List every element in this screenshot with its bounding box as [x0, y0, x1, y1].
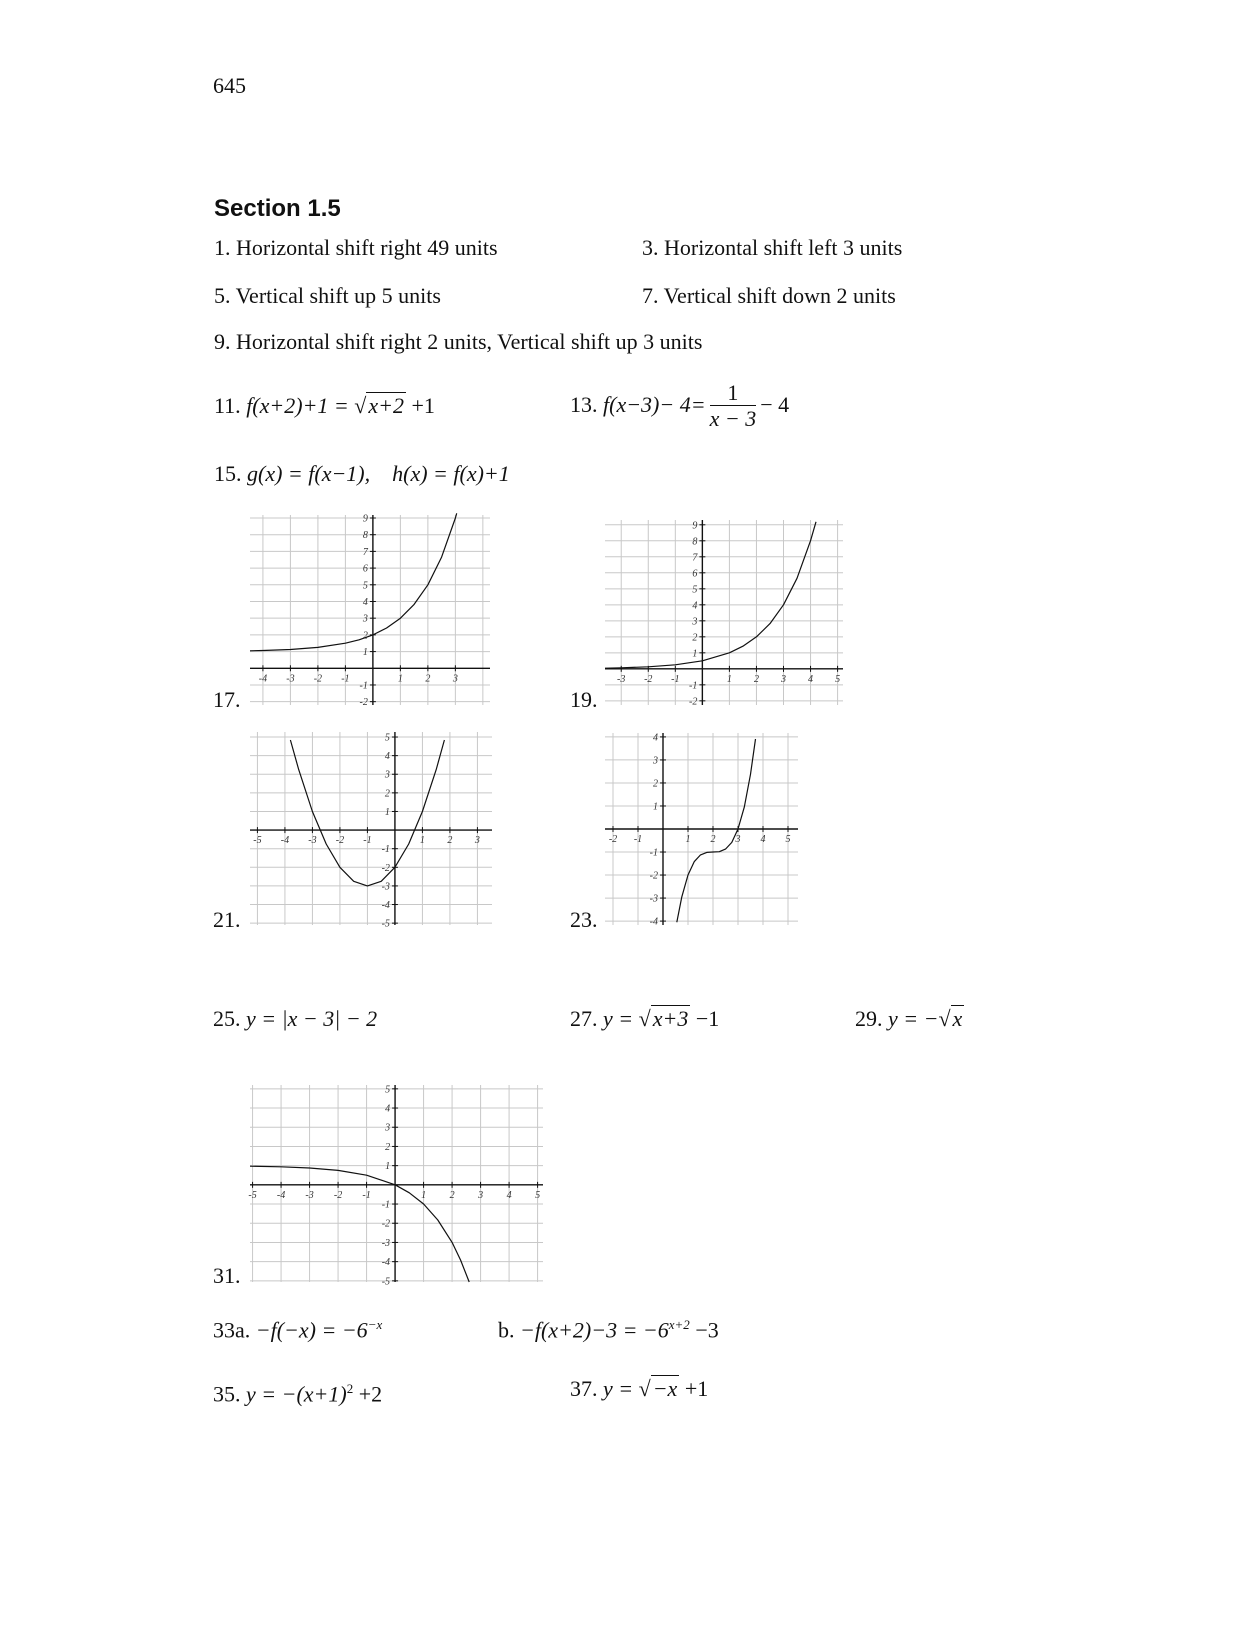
y-tick-label: 3: [653, 755, 658, 767]
y-tick-label: 5: [384, 732, 390, 744]
function-curve: [250, 513, 457, 651]
graph-31: [248, 1084, 543, 1288]
y-tick-label: 2: [692, 632, 698, 644]
x-tick-label: 2: [425, 673, 431, 685]
answer-3: 3. Horizontal shift left 3 units: [642, 235, 903, 260]
x-tick-label: -2: [608, 834, 618, 845]
y-tick-label: 5: [362, 580, 368, 592]
x-tick-label: -3: [305, 1189, 314, 1201]
y-tick-label: 5: [385, 1084, 391, 1096]
x-tick-label: 1: [685, 834, 691, 845]
y-tick-label: 1: [692, 648, 698, 660]
x-tick-label: -4: [276, 1189, 286, 1201]
x-tick-label: -3: [617, 673, 626, 685]
y-tick-label: 4: [362, 596, 368, 608]
x-tick-label: -1: [363, 835, 372, 847]
x-tick-label: -1: [362, 1189, 371, 1201]
answer-15: 15. g(x) = f(x−1), h(x) = f(x)+1: [214, 461, 510, 486]
section-title: Section 1.5: [214, 195, 341, 222]
answer-11: 11. f(x+2)+1 = √x+2 +1: [214, 393, 435, 418]
y-tick-label: 3: [362, 613, 368, 625]
y-tick-label: 5: [692, 584, 698, 596]
y-tick-label: -1: [649, 847, 658, 859]
function-curve: [605, 522, 816, 668]
y-tick-label: -2: [381, 1218, 391, 1230]
x-tick-label: 1: [726, 673, 732, 685]
x-tick-label: 5: [835, 673, 841, 685]
y-tick-label: -1: [689, 680, 698, 692]
y-tick-label: -2: [649, 870, 658, 882]
x-tick-label: -2: [333, 1189, 343, 1201]
x-tick-label: -3: [308, 835, 317, 847]
y-tick-label: 4: [692, 600, 698, 612]
y-tick-label: 7: [692, 552, 698, 564]
y-tick-label: 4: [385, 1103, 391, 1115]
y-tick-label: 3: [385, 1122, 391, 1134]
x-tick-label: -5: [253, 835, 262, 847]
y-tick-label: -3: [381, 881, 390, 893]
y-tick-label: 6: [362, 563, 368, 575]
answer-33b: b. $-f(x+2)-3 = -6^{x+2} -3$: [498, 1317, 719, 1343]
x-tick-label: 3: [452, 673, 458, 685]
function-curve: [677, 739, 756, 922]
y-tick-label: 2: [384, 788, 390, 800]
x-tick-label: 3: [735, 834, 741, 845]
y-tick-label: 2: [385, 1141, 391, 1153]
y-tick-label: 8: [692, 536, 698, 548]
answer-29: 29. y = −√x: [855, 1006, 963, 1031]
answer-37: 37. y = √−x +1: [570, 1376, 709, 1401]
y-tick-label: -5: [381, 918, 390, 930]
y-tick-label: 8: [362, 530, 368, 542]
y-tick-label: -3: [649, 893, 658, 905]
y-tick-label: 4: [384, 751, 390, 763]
x-tick-label: 2: [447, 835, 453, 847]
x-tick-label: 2: [753, 673, 759, 685]
x-tick-label: -1: [671, 673, 680, 685]
y-tick-label: 2: [653, 778, 658, 790]
y-tick-label: -1: [381, 844, 390, 856]
answer-5: 5. Vertical shift up 5 units: [214, 283, 441, 308]
page-number: 645: [213, 73, 246, 98]
answer-25: 25. y = |x − 3| − 2: [213, 1006, 378, 1031]
x-tick-label: 4: [506, 1189, 512, 1201]
y-tick-label: 4: [653, 732, 658, 744]
answer-31-label: 31.: [213, 1263, 241, 1288]
y-tick-label: -4: [381, 900, 390, 912]
y-tick-label: -3: [381, 1237, 391, 1249]
answer-13: 13. f(x−3)− 4= $\frac{1}{x - 3}$ − 4: [570, 380, 790, 432]
answer-9: 9. Horizontal shift right 2 units, Vertical shift up 3 units: [214, 329, 703, 354]
y-tick-label: -2: [381, 862, 390, 874]
y-tick-label: -5: [381, 1276, 391, 1288]
y-tick-label: -2: [359, 697, 368, 709]
x-tick-label: -3: [286, 673, 295, 685]
answer-35: 35. $y = -(x+1)^2 +2$: [213, 1381, 383, 1407]
y-tick-label: 1: [362, 647, 368, 659]
y-tick-label: 6: [692, 568, 698, 580]
y-tick-label: 9: [692, 520, 698, 532]
answer-1: 1. Horizontal shift right 49 units: [214, 235, 498, 260]
x-tick-label: -4: [280, 835, 290, 847]
y-tick-label: 9: [362, 513, 368, 525]
x-tick-label: 3: [474, 835, 480, 847]
graph-21: [250, 732, 492, 930]
graph-19: [605, 520, 843, 708]
x-tick-label: 2: [449, 1189, 455, 1201]
y-tick-label: 7: [362, 546, 368, 558]
function-curve: [250, 1166, 469, 1282]
y-tick-label: -1: [381, 1199, 391, 1211]
y-tick-label: 3: [692, 616, 698, 628]
y-tick-label: 1: [384, 806, 390, 818]
answer-19-label: 19.: [570, 687, 598, 712]
x-tick-label: -1: [341, 673, 350, 685]
y-tick-label: 3: [384, 769, 390, 781]
x-tick-label: 1: [421, 1189, 427, 1201]
x-tick-label: 1: [419, 835, 425, 847]
y-tick-label: 2: [362, 630, 368, 642]
y-tick-label: 1: [653, 801, 658, 813]
graph-23: [605, 732, 798, 928]
y-tick-label: -2: [689, 696, 698, 708]
x-tick-label: 4: [760, 834, 766, 845]
x-tick-label: -2: [644, 673, 653, 685]
answer-27: 27. y = √x+3 −1: [570, 1006, 720, 1031]
x-tick-label: 4: [808, 673, 814, 685]
y-tick-label: -1: [359, 680, 368, 692]
graph-17: [250, 513, 490, 709]
y-tick-label: -4: [381, 1257, 391, 1269]
x-tick-label: 3: [478, 1189, 484, 1201]
answer-23-label: 23.: [570, 907, 598, 932]
x-tick-label: -4: [258, 673, 268, 685]
y-tick-label: 1: [385, 1161, 391, 1173]
x-tick-label: 1: [397, 673, 403, 685]
x-tick-label: -2: [335, 835, 345, 847]
answer-33a: 33a. $-f(-x) = -6^{-x}$: [213, 1317, 383, 1343]
answer-7: 7. Vertical shift down 2 units: [642, 283, 896, 308]
x-tick-label: 5: [535, 1189, 541, 1201]
y-tick-label: -4: [649, 916, 658, 928]
x-tick-label: 2: [710, 834, 716, 845]
x-tick-label: 3: [781, 673, 786, 685]
x-tick-label: -1: [633, 834, 643, 845]
answer-21-label: 21.: [213, 907, 241, 932]
answer-17-label: 17.: [213, 687, 241, 712]
x-tick-label: 5: [785, 834, 791, 845]
x-tick-label: -2: [313, 673, 323, 685]
x-tick-label: -5: [248, 1189, 257, 1201]
